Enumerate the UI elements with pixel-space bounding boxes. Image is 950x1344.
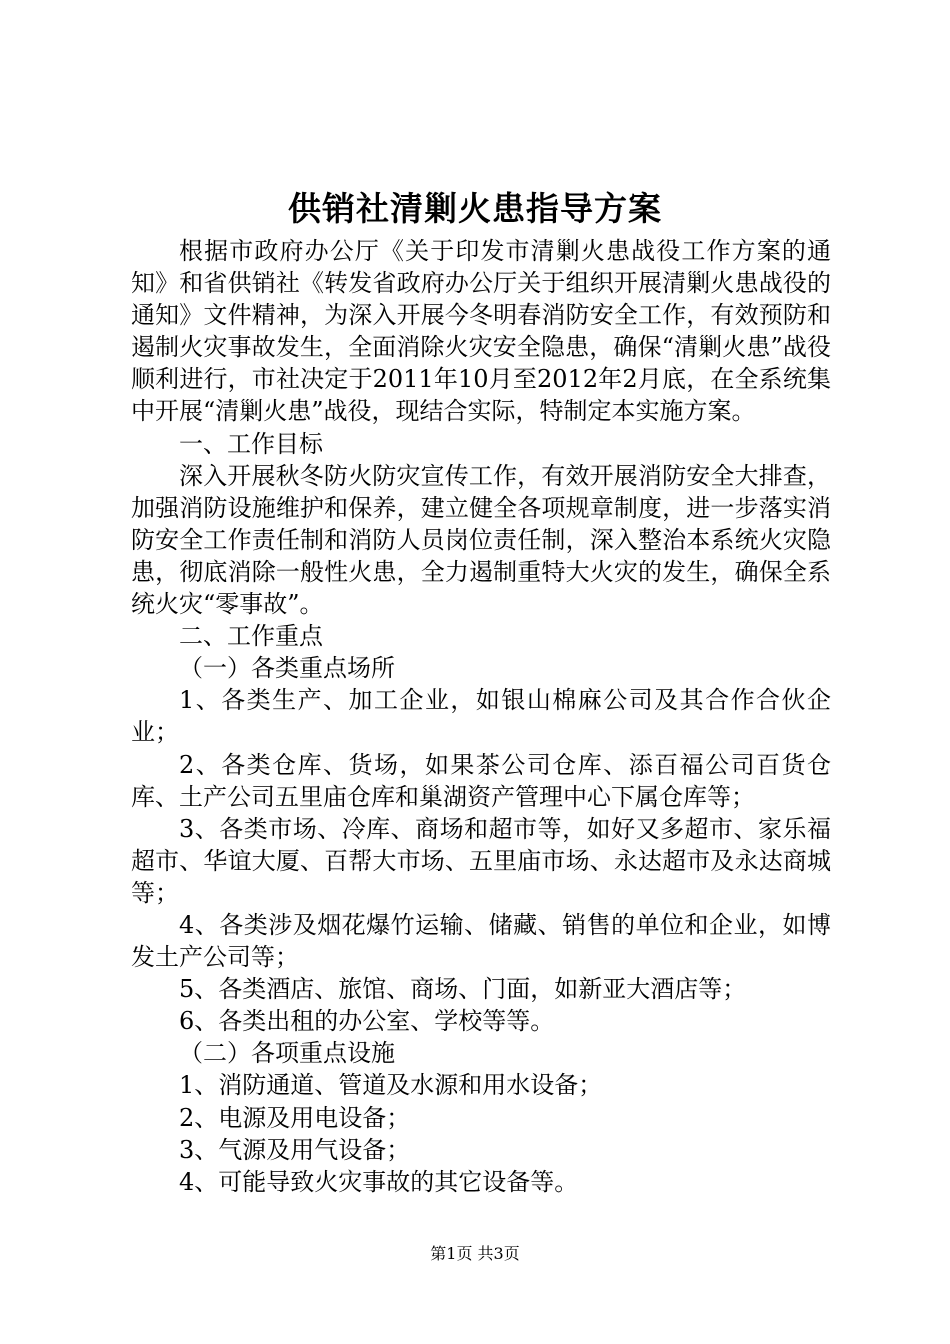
section-heading-goals: 一、工作目标 (179, 429, 323, 458)
list-item: 5、各类酒店、旅馆、商场、门面，如新亚大酒店等； (179, 975, 747, 1004)
intro-paragraph: 根据市政府办公厅《关于印发市清剿火患战役工作方案的通知》和省供销社《转发省政府办公厅关于组织开展清剿火患战役的通知》文件精神，为深入开展今冬明春消防安全工作，有效预防和遏制火灾事故发生，全面消除火灾安全隐患，确保“清剿火患”战役顺利进行，市社决定于2011年10月至2012年2月底，在全系统集中开展“清剿火患”战役，现结合实际，特制定本实施方案。 (131, 237, 831, 426)
list-item: 1、各类生产、加工企业，如银山棉麻公司及其合作合伙企业； (131, 686, 831, 747)
list-item: 2、电源及用电设备； (179, 1103, 411, 1132)
list-item: 4、可能导致火灾事故的其它设备等。 (179, 1167, 579, 1196)
list-item: 2、各类仓库、货场，如果茶公司仓库、添百福公司百货仓库、土产公司五里庙仓库和巢湖资产管理中心下属仓库等； (131, 750, 831, 811)
document-body (131, 235, 831, 1198)
document-title: 供销社清剿火患指导方案 (288, 189, 662, 228)
subsection-heading-places: （一）各类重点场所 (179, 654, 395, 683)
subsection-heading-facilities: （二）各项重点设施 (179, 1039, 395, 1068)
list-item: 3、气源及用气设备； (179, 1135, 411, 1164)
list-item: 3、各类市场、冷库、商场和超市等，如好又多超市、家乐福超市、华谊大厦、百帮大市场、五里庙市场、永达超市及永达商城等； (131, 814, 831, 907)
page-footer: 第1页 共3页 (430, 1244, 520, 1263)
section-heading-focus: 二、工作重点 (179, 622, 323, 651)
list-item: 1、消防通道、管道及水源和用水设备； (179, 1071, 603, 1100)
goals-paragraph: 深入开展秋冬防火防灾宣传工作，有效开展消防安全大排查，加强消防设施维护和保养，建立健全各项规章制度，进一步落实消防安全工作责任制和消防人员岗位责任制，深入整治本系统火灾隐患，彻底消除一般性火患，全力遏制重特大火灾的发生，确保全系统火灾“零事故”。 (131, 461, 831, 619)
list-item: 4、各类涉及烟花爆竹运输、储藏、销售的单位和企业，如博发土产公司等； (131, 910, 831, 972)
list-item: 6、各类出租的办公室、学校等等。 (179, 1007, 555, 1036)
